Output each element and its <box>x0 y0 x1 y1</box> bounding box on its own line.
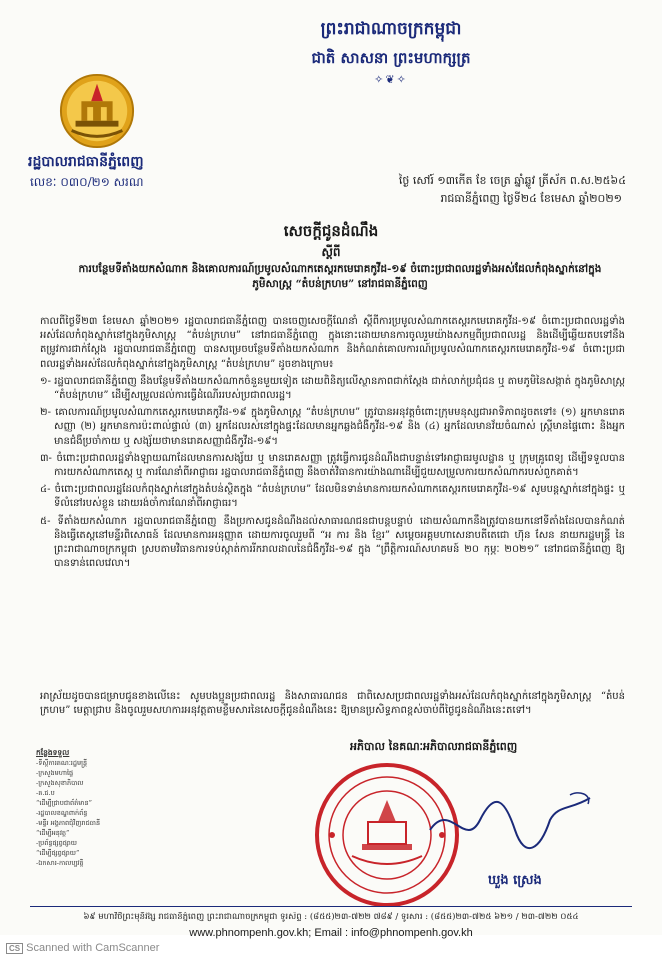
notice-subject: ការបន្ថែមទីតាំងយកសំណាក និងគោលការណ៍ប្រមូលសំណាកតេស្តរកមេរោគកូវីដ-១៩ ចំពោះប្រជាពលរដ្ឋទាំងអស់ដែលកំពុងស្នាក់នៅក្នុងភូមិសាស្ត្រ “តំបន់ក្រហម” នៅរាជធានីភ្នំពេញ <box>78 263 602 290</box>
cc-title: កន្លែងទទួល <box>36 748 70 757</box>
cc-line: -រដ្ឋបាលខណ្ឌពាក់ព័ន្ធ <box>36 809 88 817</box>
footer-divider <box>30 906 632 907</box>
cc-line: -ឯកសារ-កាលប្បវត្តិ <box>36 859 84 867</box>
cc-line: “ដើម្បីផ្សព្វផ្សាយ” <box>36 849 80 857</box>
intro-paragraph: កាលពីថ្ងៃទី២៣ ខែមេសា ឆ្នាំ២០២១ រដ្ឋបាលរាជធានីភ្នំពេញ បានចេញសេចក្តីណែនាំ ស្តីពីការប្រមូលសំណាកតេស្តរកមេរោគកូវីដ-១៩ ចំពោះប្រជាពលរដ្ឋទាំងអស់ដែលកំពុងស្នាក់នៅក្នុងភូមិសាស្ត្រ “តំបន់ក្រហម” នៅរាជធានីភ្នំពេញ ក្នុងនោះដោយមានការចូលរួមយ៉ាងសកម្មពីប្រជាពលរដ្ឋ និងដើម្បីឆ្លើយតបទៅនឹងតម្រូវការជាក់ស្តែង រដ្ឋបាលរាជធានីភ្នំពេញ បានសម្រេចបន្ថែមទីតាំងយកសំណាក និងកំណត់គោលការណ៍ប្រមូលសំណាកតេស្តរកមេរោគកូវីដ-១៩ ចំពោះប្រជាពលរដ្ឋទាំងអស់ដែលកំពុងស្នាក់នៅក្នុងភូមិសាស្ត្រ “តំបន់ក្រហម” ដូចខាងក្រោម៖ <box>40 316 625 370</box>
body-item: ២- គោលការណ៍ប្រមូលសំណាកតេស្តរកមេរោគកូវីដ-១៩ ក្នុងភូមិសាស្ត្រ “តំបន់ក្រហម” ត្រូវបានអនុវត្តចំពោះក្រុមមនុស្សជាអាទិភាពដូចតទៅ៖ (១) អ្នកមានរោគសញ្ញា (២) អ្នកមានការប៉ះពាល់ផ្ទាល់ (៣) អ្នកដែលរស់នៅក្នុងផ្ទះដែលមានអ្នកឆ្លងជំងឺកូវីដ-១៩ និង (៤) អ្នកដែលមានវ័យចំណាស់ ស្ត្រីមានផ្ទៃពោះ និងអ្នកមានជំងឺប្រចាំកាយ ឬ សង្ស័យថាមានរោគសញ្ញាជំងឺកូវីដ-១៩។ <box>40 407 625 447</box>
cc-line: -ប្រព័ន្ធផ្សព្វផ្សាយ <box>36 839 77 847</box>
body-item: ៥- ទីតាំងយកសំណាក រដ្ឋបាលរាជធានីភ្នំពេញ នឹងប្រកាសជូនដំណឹងដល់សាធារណជនជាបន្តបន្ទាប់ ដោយសំណាកនឹងត្រូវបានយកនៅទីតាំងដែលបានកំណត់ និងធ្វើតេស្តនៅមន្ទីរពិសោធន៍ ដែលមានការអនុញ្ញាត ដោយការចូលរួមពី “អ ការ និង ខ្មែរ” សម្តេចអគ្គមហាសេនាបតីតេជោ ហ៊ុន សែន នាយករដ្ឋមន្ត្រី នៃព្រះរាជាណាចក្រកម្ពុជា ស្របតាមវិធានការទប់ស្កាត់ការរីករាលដាលនៃជំងឺកូវីដ-១៩ ក្នុង “ព្រឹត្តិការណ៍សហគមន៍ ២០ កុម្ភៈ ២០២១” នៅរាជធានីភ្នំពេញ ឱ្យបានទាន់ពេលវេលា។ <box>40 515 625 570</box>
cc-line: -ទីស្តីការគណៈរដ្ឋមន្ត្រី <box>36 759 88 767</box>
body-item: ១- រដ្ឋបាលរាជធានីភ្នំពេញ នឹងបន្ថែមទីតាំងយកសំណាកចំនួនមួយទៀត ដោយពិនិត្យលើស្ថានភាពជាក់ស្តែង ជាក់លាក់ប្រជុំជន ឬ តាមភូមិនៃសង្កាត់ ក្នុងភូមិសាស្ត្រ “តំបន់ក្រហម” ដើម្បីសម្រួលដល់ការធ្វើដំណើររបស់ប្រជាពលរដ្ឋ។ <box>40 375 625 402</box>
notice-title: សេចក្តីជូនដំណឹង <box>283 222 379 240</box>
cc-line: “ដើម្បីជ្រាបជាព័ត៌មាន” <box>36 799 92 807</box>
signatory-title: អភិបាល នៃគណៈអភិបាលរាជធានីភ្នំពេញ <box>350 740 518 753</box>
issue-date: រាជធានីភ្នំពេញ ថ្ងៃទី២៤ ខែមេសា ឆ្នាំ២០២១ <box>440 192 622 205</box>
ornament-divider: ✧❦✧ <box>374 73 408 86</box>
kingdom-name: ព្រះរាជាណាចក្រកម្ពុជា <box>320 19 462 39</box>
reference-number: លេខៈ ០៣០/២១ សរណ <box>30 175 144 189</box>
notice-body <box>40 315 625 574</box>
cc-line: “ដើម្បីអនុវត្ត” <box>36 829 70 837</box>
signatory-name: ឃួង ស្រេង <box>488 873 542 888</box>
carbon-copy-list <box>36 748 216 868</box>
cc-line: -គ.ជ.ប <box>36 789 55 797</box>
lunar-date: ថ្ងៃ សៅរ៍ ១៣កើត ខែ ចេត្រ ឆ្នាំឆ្លូវ ត្រីស័ក ព.ស.២៥៦៤ <box>398 174 626 187</box>
footer-website[interactable]: www.phnompenh.gov.kh; Email : info@phnompenh.gov.kh <box>189 927 473 939</box>
phnom-penh-emblem-icon <box>58 72 136 150</box>
camscanner-badge: CS <box>6 943 23 954</box>
cc-line: -ក្រសួងសុខាភិបាល <box>36 779 84 787</box>
camscanner-label: Scanned with CamScanner <box>26 942 160 954</box>
handwritten-signature <box>420 790 600 860</box>
national-motto: ជាតិ សាសនា ព្រះមហាក្សត្រ <box>311 49 471 67</box>
cc-line: -ក្រសួងមហាផ្ទៃ <box>36 769 74 777</box>
body-item: ៤- ចំពោះប្រជាពលរដ្ឋដែលកំពុងស្នាក់នៅក្នុងតំបន់ស្ថិតក្នុង “តំបន់ក្រហម” ដែលមិនទាន់មានការយកសំណាកតេស្តរកមេរោគកូវីដ-១៩ សូមបន្តស្នាក់នៅក្នុងផ្ទះ ឬ ទីលំនៅរបស់ខ្លួន ដោយរង់ចាំការណែនាំពីអាជ្ញាធរ។ <box>40 484 625 510</box>
body-item: ៣- ចំពោះប្រជាពលរដ្ឋទាំងឡាយណាដែលមានការសង្ស័យ ឬ មានរោគសញ្ញា ត្រូវធ្វើការជូនដំណឹងជាបន្ទាន់ទៅអាជ្ញាធរមូលដ្ឋាន ឬ ក្រុមគ្រូពេទ្យ ដើម្បីទទួលបានការយកសំណាកតេស្ត ឬ ការណែនាំពីអាជ្ញាធរ រដ្ឋបាលរាជធានីភ្នំពេញ នឹងចាត់វិធានការយ៉ាងណាដើម្បីជួយសម្រួលការយកសំណាករបស់ពួកគាត់។ <box>40 452 625 479</box>
footer-address: ៦៩ មហាវិថីព្រះមុនីវង្ស រាជធានីភ្នំពេញ ព្រះរាជាណាចក្រកម្ពុជា ទូរស័ព្ទ : (៨៥៥)២៣-៧២២ ៧៨៩ / ទូរសារ : (៨៥៥)២៣-៧២៥ ៦២១ / ២៣-៧២២ ០៥៤ <box>83 912 579 922</box>
issuing-authority: រដ្ឋបាលរាជធានីភ្នំពេញ <box>28 154 144 170</box>
scanner-watermark <box>6 942 159 954</box>
closing-paragraph: អាស្រ័យដូចបានជម្រាបជូនខាងលើនេះ សូមបងប្អូនប្រជាពលរដ្ឋ និងសាធារណជន ជាពិសេសប្រជាពលរដ្ឋទាំងអស់ដែលកំពុងស្នាក់នៅក្នុងភូមិសាស្ត្រ “តំបន់ក្រហម” មេត្តាជ្រាប និងចូលរួមសហការអនុវត្តតាមខ្លឹមសារនៃសេចក្តីជូនដំណឹងនេះ ឱ្យមានប្រសិទ្ធភាពខ្ពស់ចាប់ពីថ្ងៃជូនដំណឹងនេះតទៅ។ <box>40 691 625 716</box>
notice-regarding: ស្តីពី <box>321 245 341 259</box>
cc-line: -មន្ទីរ អង្គភាពជុំវិញរាជធានី <box>36 819 101 827</box>
